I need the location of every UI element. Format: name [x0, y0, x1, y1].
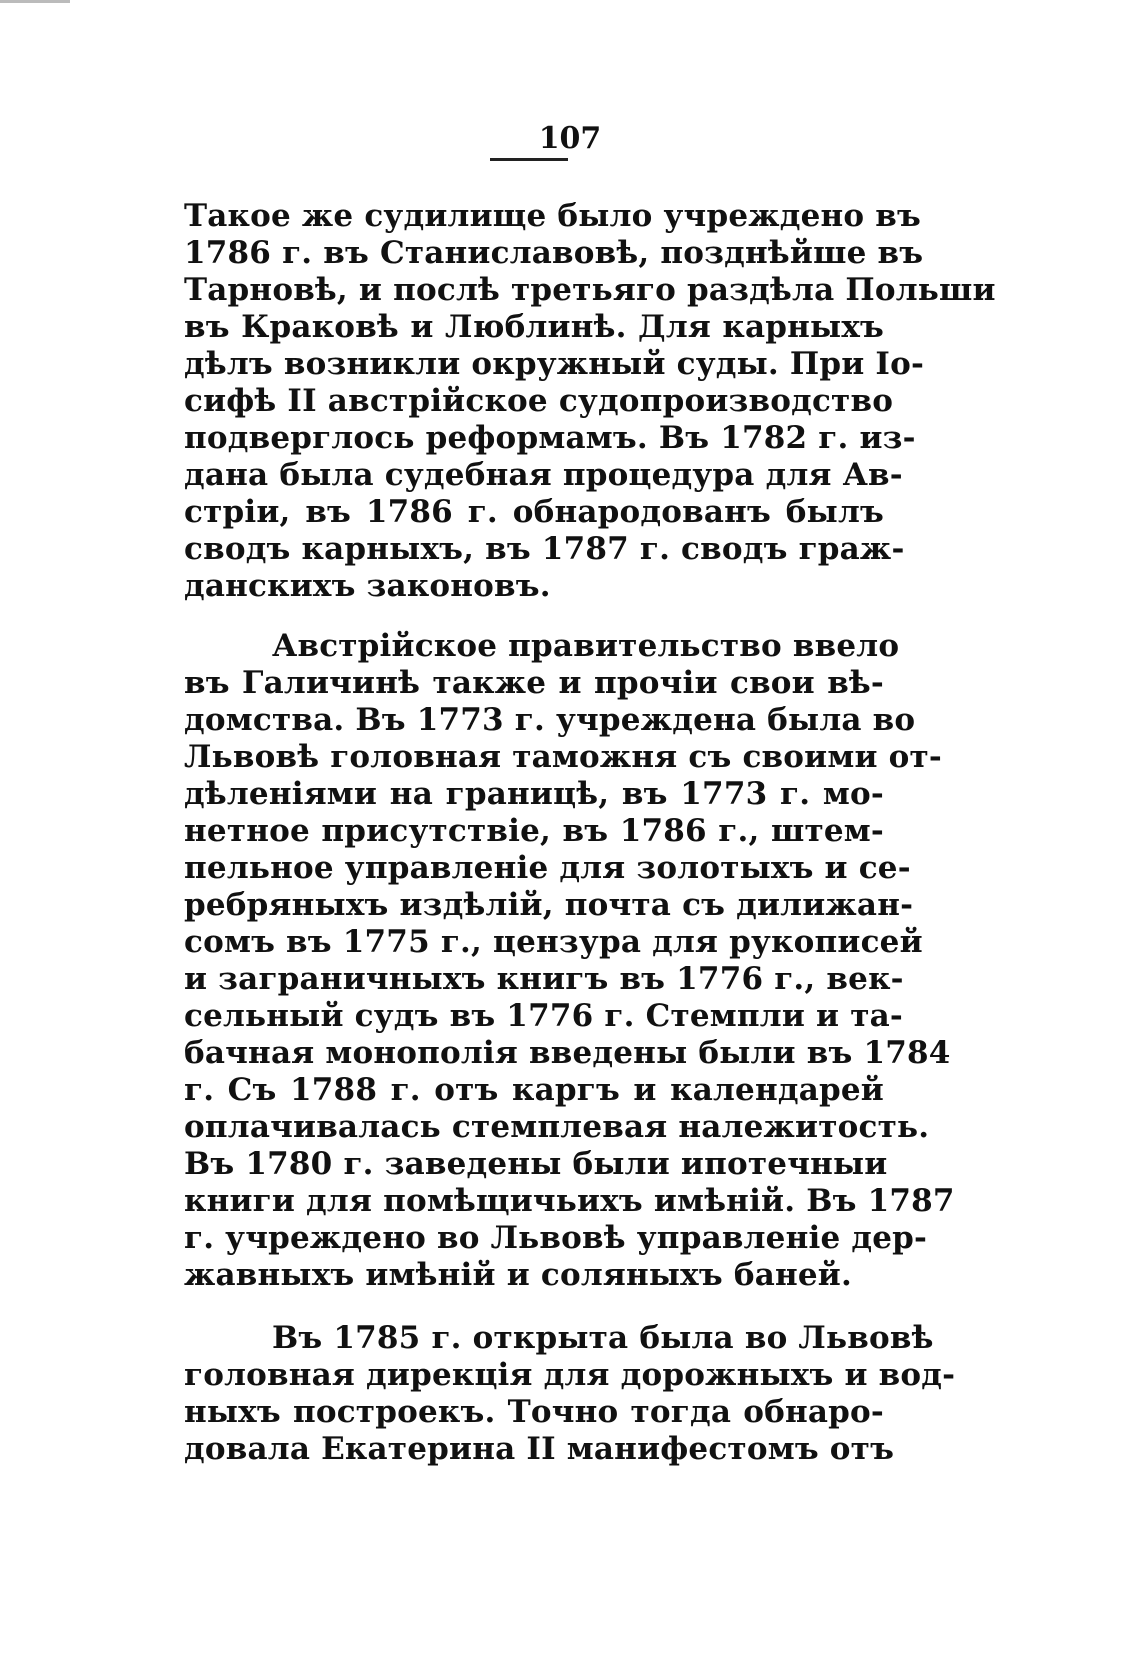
text-line: сводъ карныхъ, въ 1787 г. сводъ граж-	[184, 531, 905, 567]
text-line: довала Екатерина II манифестомъ отъ	[184, 1431, 895, 1467]
text-line: домства. Въ 1773 г. учреждена была во	[184, 702, 916, 738]
page-number: 107	[538, 121, 602, 156]
paragraph-3	[184, 1320, 956, 1468]
page-number-rule	[490, 158, 568, 161]
text-line: бачная монополія введены были въ 1784	[184, 1035, 951, 1071]
text-line: дѣленіями на границѣ, въ 1773 г. мо-	[184, 776, 884, 812]
text-line: сифѣ II австрійское судопроизводство	[184, 383, 894, 419]
text-line: Въ 1785 г. открыта была во Львовѣ	[272, 1320, 934, 1356]
text-line: ребряныхъ издѣлій, почта съ дилижан-	[184, 887, 914, 923]
text-line: книги для помѣщичьихъ имѣній. Въ 1787	[184, 1183, 955, 1219]
text-line: Такое же судилище было учреждено въ	[184, 198, 922, 234]
text-line: въ Краковѣ и Люблинѣ. Для карныхъ	[184, 309, 884, 345]
text-line: и заграничныхъ книгъ въ 1776 г., век-	[184, 961, 904, 997]
text-line: сомъ въ 1775 г., цензура для рукописей	[184, 924, 923, 960]
text-line: стріи, въ 1786 г. обнародованъ былъ	[184, 494, 884, 530]
text-line: Австрійское правительство ввело	[272, 628, 900, 664]
scan-edge-mark	[0, 0, 70, 3]
text-line: г. Съ 1788 г. отъ каргъ и календарей	[184, 1072, 884, 1108]
paragraph-1	[184, 198, 996, 605]
text-line: дѣлъ возникли окружный суды. При Іо-	[184, 346, 925, 382]
text-line: жавныхъ имѣній и соляныхъ баней.	[184, 1257, 852, 1293]
text-line: головная дирекція для дорожныхъ и вод-	[184, 1357, 956, 1393]
paragraph-2	[184, 628, 955, 1294]
text-line: 1786 г. въ Станиславовѣ, позднѣйше въ	[184, 235, 924, 271]
text-line: Тарновѣ, и послѣ третьяго раздѣла Польши	[184, 272, 996, 308]
text-line: г. учреждено во Львовѣ управленіе дер-	[184, 1220, 928, 1256]
text-line: Въ 1780 г. заведены были ипотечныи	[184, 1146, 888, 1182]
text-line: въ Галичинѣ также и прочіи свои вѣ-	[184, 665, 884, 701]
text-line: данскихъ законовъ.	[184, 568, 551, 604]
text-line: Львовѣ головная таможня съ своими от-	[184, 739, 942, 775]
text-line: оплачивалась стемплевая належитость.	[184, 1109, 930, 1145]
text-line: нетное присутствіе, въ 1786 г., штем-	[184, 813, 884, 849]
text-line: дана была судебная процедура для Ав-	[184, 457, 903, 493]
text-line: подверглось реформамъ. Въ 1782 г. из-	[184, 420, 916, 456]
text-line: ныхъ построекъ. Точно тогда обнаро-	[184, 1394, 884, 1430]
text-line: пельное управленіе для золотыхъ и се-	[184, 850, 911, 886]
text-line: сельный судъ въ 1776 г. Стемпли и та-	[184, 998, 903, 1034]
